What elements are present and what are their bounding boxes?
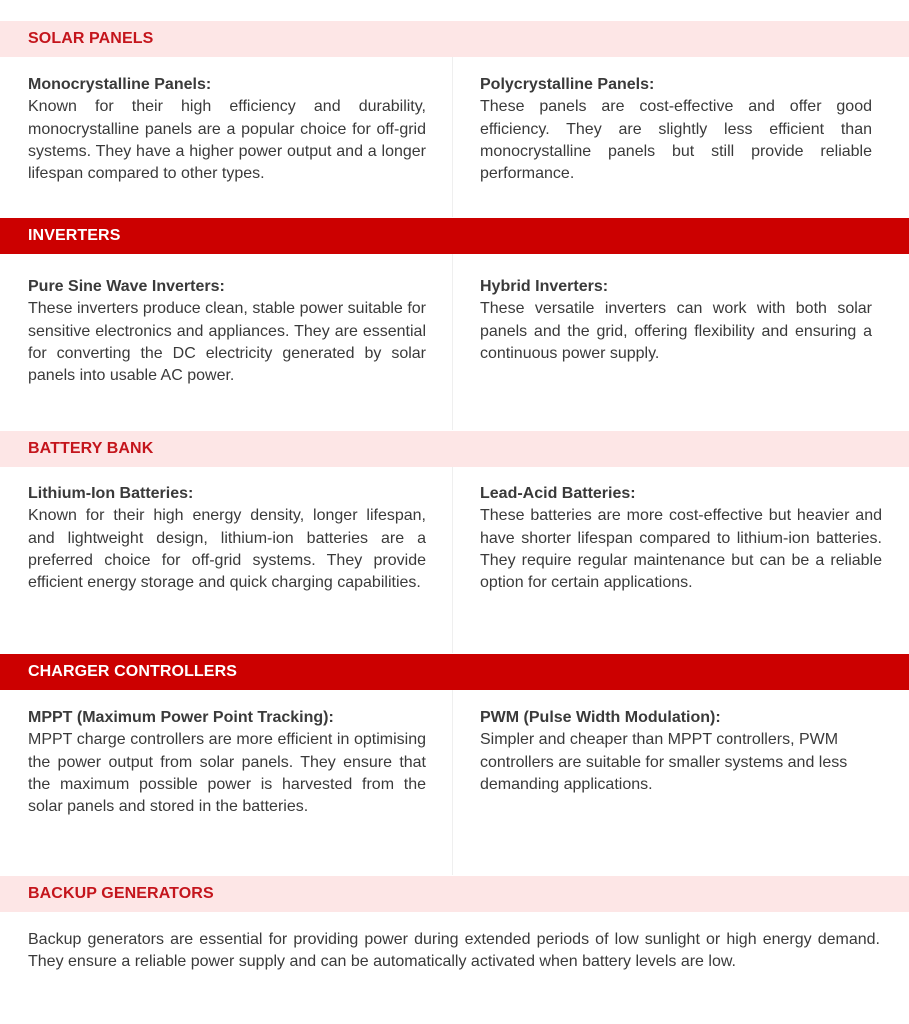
section-header-backup-generators bbox=[0, 876, 909, 912]
column-mppt bbox=[28, 707, 426, 818]
backup-generators-description: Backup generators are essential for providing power during extended periods of low sunlight or high energy demand. They ensure a reliable power supply and can be automatically activated when battery levels are low. bbox=[28, 931, 880, 971]
section-header-solar-panels bbox=[0, 21, 909, 57]
section-title: BACKUP GENERATORS bbox=[28, 885, 214, 902]
column-hybrid bbox=[480, 276, 872, 365]
section-header-inverters bbox=[0, 218, 909, 254]
item-description: These versatile inverters can work with both solar panels and the grid, offering flexibility and ensuring a continuous power supply. bbox=[480, 300, 872, 362]
section-header-charger-controllers bbox=[0, 654, 909, 690]
item-heading: PWM (Pulse Width Modulation): bbox=[480, 709, 721, 726]
section-title: CHARGER CONTROLLERS bbox=[28, 663, 238, 680]
item-description: MPPT charge controllers are more efficient in optimising the power output from solar panels. They ensure that the maximum possible power is harvested from the solar panels and stored in the batteries. bbox=[28, 731, 426, 816]
item-description: Known for their high efficiency and durability, monocrystalline panels are a popular choice for off-grid systems. They have a higher power output and a longer lifespan compared to other types. bbox=[28, 98, 426, 183]
column-lithium-ion bbox=[28, 483, 426, 594]
section-title: SOLAR PANELS bbox=[28, 30, 154, 47]
column-pure-sine-wave bbox=[28, 276, 426, 387]
column-divider bbox=[452, 467, 453, 653]
section-title: INVERTERS bbox=[28, 227, 121, 244]
item-description: Simpler and cheaper than MPPT controllers, PWM controllers are suitable for smaller systems and less demanding applications. bbox=[480, 731, 848, 793]
item-heading: Hybrid Inverters: bbox=[480, 278, 609, 295]
column-pwm bbox=[480, 707, 872, 796]
item-heading: Lead-Acid Batteries: bbox=[480, 485, 636, 502]
column-monocrystalline bbox=[28, 74, 426, 185]
item-description: These batteries are more cost-effective but heavier and have shorter lifespan compared to lithium-ion batteries. They require regular maintenance but can be a reliable option for certain applications. bbox=[480, 507, 882, 592]
item-heading: Monocrystalline Panels: bbox=[28, 76, 212, 93]
item-heading: Polycrystalline Panels: bbox=[480, 76, 655, 93]
column-divider bbox=[452, 57, 453, 217]
column-polycrystalline bbox=[480, 74, 872, 185]
column-lead-acid bbox=[480, 483, 882, 594]
column-divider bbox=[452, 254, 453, 430]
section-header-battery-bank bbox=[0, 431, 909, 467]
item-description: These inverters produce clean, stable power suitable for sensitive electronics and appliances. They are essential for converting the DC electricity generated by solar panels into usable AC power. bbox=[28, 300, 426, 385]
item-heading: MPPT (Maximum Power Point Tracking): bbox=[28, 709, 334, 726]
section-title: BATTERY BANK bbox=[28, 440, 154, 457]
item-heading: Lithium-Ion Batteries: bbox=[28, 485, 194, 502]
item-description: Known for their high energy density, longer lifespan, and lightweight design, lithium-ion batteries are a preferred choice for off-grid systems. They provide efficient energy storage and quick charging capabilities. bbox=[28, 507, 426, 592]
item-description: These panels are cost-effective and offer good efficiency. They are slightly less efficient than monocrystalline panels but still provide reliable performance. bbox=[480, 98, 872, 183]
item-heading: Pure Sine Wave Inverters: bbox=[28, 278, 225, 295]
column-divider bbox=[452, 690, 453, 875]
